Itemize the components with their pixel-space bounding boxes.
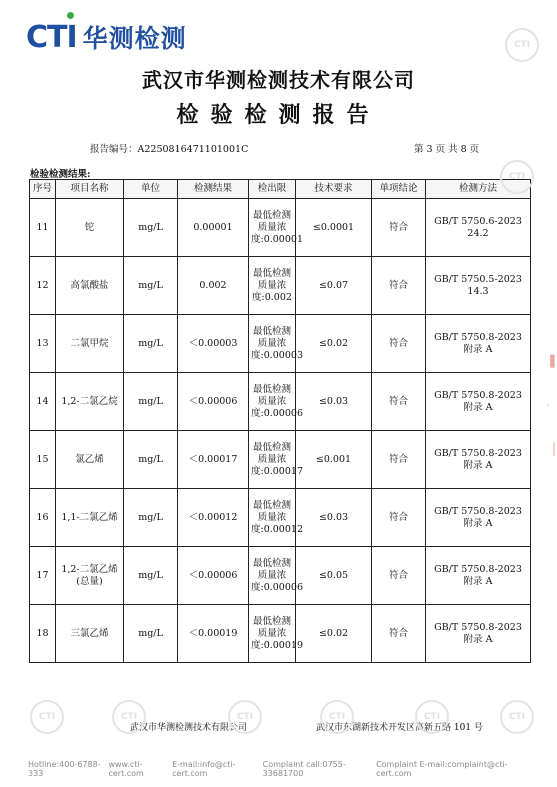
watermark-icon: CTI xyxy=(228,700,262,734)
table-row xyxy=(30,315,531,373)
website-text: www.cti-cert.com xyxy=(108,760,144,778)
table-row xyxy=(30,199,531,257)
cell-item: 1,2-二氯乙烯(总量) xyxy=(56,547,124,605)
report-number: 报告编号：A2250816471101001C xyxy=(90,144,249,155)
header-limit: 检出限 xyxy=(249,180,296,199)
cell-item: 1,2-二氯乙烷 xyxy=(56,373,124,431)
company-logo xyxy=(26,18,187,56)
cell-seq: 12 xyxy=(30,257,56,315)
cell-method: GB/T 5750.8-2023 附录 A xyxy=(426,431,531,489)
cell-result: ＜0.00017 xyxy=(178,431,249,489)
cell-limit: 最低检测质量浓度:0.002 xyxy=(249,257,296,315)
logo-cti-text: CTI xyxy=(26,19,77,55)
header-unit: 单位 xyxy=(124,180,178,199)
logo-dot-icon xyxy=(67,12,74,19)
cell-method: GB/T 5750.6-2023 24.2 xyxy=(426,199,531,257)
header-method: 检测方法 xyxy=(426,180,531,199)
cell-limit: 最低检测质量浓度:0.00012 xyxy=(249,489,296,547)
cell-result: ＜0.00003 xyxy=(178,315,249,373)
cell-seq: 13 xyxy=(30,315,56,373)
header-seq: 序号 xyxy=(30,180,56,199)
cell-unit: mg/L xyxy=(124,373,178,431)
cell-method: GB/T 5750.5-2023 14.3 xyxy=(426,257,531,315)
table-row xyxy=(30,547,531,605)
cell-conclusion: 符合 xyxy=(372,605,426,663)
email-text: E-mail:info@cti-cert.com xyxy=(172,760,236,778)
header-requirement: 技术要求 xyxy=(296,180,372,199)
cell-result: 0.002 xyxy=(178,257,249,315)
header-item: 项目名称 xyxy=(56,180,124,199)
cell-method: GB/T 5750.8-2023 附录 A xyxy=(426,489,531,547)
table-row xyxy=(30,431,531,489)
cell-seq: 15 xyxy=(30,431,56,489)
table-row xyxy=(30,489,531,547)
cell-unit: mg/L xyxy=(124,547,178,605)
results-table xyxy=(29,179,531,663)
cell-conclusion: 符合 xyxy=(372,547,426,605)
section-title: 检验检测结果: xyxy=(30,169,91,180)
cell-result: ＜0.00019 xyxy=(178,605,249,663)
cell-requirement: ≤0.0001 xyxy=(296,199,372,257)
cell-result: ＜0.00006 xyxy=(178,547,249,605)
cell-item: 三氯乙烯 xyxy=(56,605,124,663)
table-row xyxy=(30,257,531,315)
company-name: 武汉市华测检测技术有限公司 xyxy=(142,68,415,92)
page-number: 第 3 页 共 8 页 xyxy=(414,144,480,155)
cell-seq: 11 xyxy=(30,199,56,257)
cell-unit: mg/L xyxy=(124,199,178,257)
report-title: 检验检测报告 xyxy=(176,102,381,128)
cell-method: GB/T 5750.8-2023 附录 A xyxy=(426,547,531,605)
cell-limit: 最低检测质量浓度:0.00006 xyxy=(249,373,296,431)
table-row xyxy=(30,373,531,431)
cell-limit: 最低检测质量浓度:0.00017 xyxy=(249,431,296,489)
watermark-icon: CTI xyxy=(112,700,146,734)
table-header-row xyxy=(30,180,531,199)
cell-result: 0.00001 xyxy=(178,199,249,257)
contact-bar xyxy=(0,760,557,778)
cell-method: GB/T 5750.8-2023 附录 A xyxy=(426,315,531,373)
cell-limit: 最低检测质量浓度:0.00019 xyxy=(249,605,296,663)
complaint-email-text: Complaint E-mail:complaint@cti-cert.com xyxy=(376,760,508,778)
cell-requirement: ≤0.02 xyxy=(296,605,372,663)
watermark-icon: CTI xyxy=(505,28,539,62)
cell-unit: mg/L xyxy=(124,489,178,547)
cell-seq: 17 xyxy=(30,547,56,605)
footer-address: 武汉市东湖新技术开发区高新五路 101 号 xyxy=(316,723,483,733)
cell-seq: 14 xyxy=(30,373,56,431)
watermark-icon: CTI xyxy=(500,160,534,194)
cell-requirement: ≤0.05 xyxy=(296,547,372,605)
watermark-icon: CTI xyxy=(415,700,449,734)
cell-requirement: ≤0.03 xyxy=(296,489,372,547)
cell-requirement: ≤0.001 xyxy=(296,431,372,489)
complaint-call-text: Complaint call:0755-33681700 xyxy=(262,760,346,778)
cell-limit: 最低检测质量浓度:0.00006 xyxy=(249,547,296,605)
footer-company: 武汉市华测检测技术有限公司 xyxy=(130,723,248,733)
cell-unit: mg/L xyxy=(124,431,178,489)
cell-unit: mg/L xyxy=(124,315,178,373)
cell-seq: 18 xyxy=(30,605,56,663)
cell-unit: mg/L xyxy=(124,257,178,315)
cell-requirement: ≤0.03 xyxy=(296,373,372,431)
cell-item: 二氯甲烷 xyxy=(56,315,124,373)
cell-conclusion: 符合 xyxy=(372,373,426,431)
cell-unit: mg/L xyxy=(124,605,178,663)
watermark-icon: CTI xyxy=(500,700,534,734)
cell-conclusion: 符合 xyxy=(372,431,426,489)
cell-method: GB/T 5750.8-2023 附录 A xyxy=(426,605,531,663)
cell-requirement: ≤0.07 xyxy=(296,257,372,315)
side-seal-marks: ▐ · ▕ xyxy=(546,355,555,456)
cell-conclusion: 符合 xyxy=(372,199,426,257)
cell-item: 氯乙烯 xyxy=(56,431,124,489)
watermark-icon: CTI xyxy=(30,700,64,734)
cell-seq: 16 xyxy=(30,489,56,547)
cell-item: 高氯酸盐 xyxy=(56,257,124,315)
cell-method: GB/T 5750.8-2023 附录 A xyxy=(426,373,531,431)
cell-item: 铊 xyxy=(56,199,124,257)
cell-limit: 最低检测质量浓度:0.00001 xyxy=(249,199,296,257)
cell-result: ＜0.00012 xyxy=(178,489,249,547)
hotline-text: Hotline:400-6788-333 xyxy=(28,760,101,778)
table-row xyxy=(30,605,531,663)
cell-item: 1,1-二氯乙烯 xyxy=(56,489,124,547)
logo-cn-text: 华测检测 xyxy=(82,24,187,53)
cell-requirement: ≤0.02 xyxy=(296,315,372,373)
header-result: 检测结果 xyxy=(178,180,249,199)
cell-conclusion: 符合 xyxy=(372,315,426,373)
cell-limit: 最低检测质量浓度:0.00003 xyxy=(249,315,296,373)
watermark-icon: CTI xyxy=(320,700,354,734)
cell-conclusion: 符合 xyxy=(372,257,426,315)
cell-conclusion: 符合 xyxy=(372,489,426,547)
header-conclusion: 单项结论 xyxy=(372,180,426,199)
cell-result: ＜0.00006 xyxy=(178,373,249,431)
